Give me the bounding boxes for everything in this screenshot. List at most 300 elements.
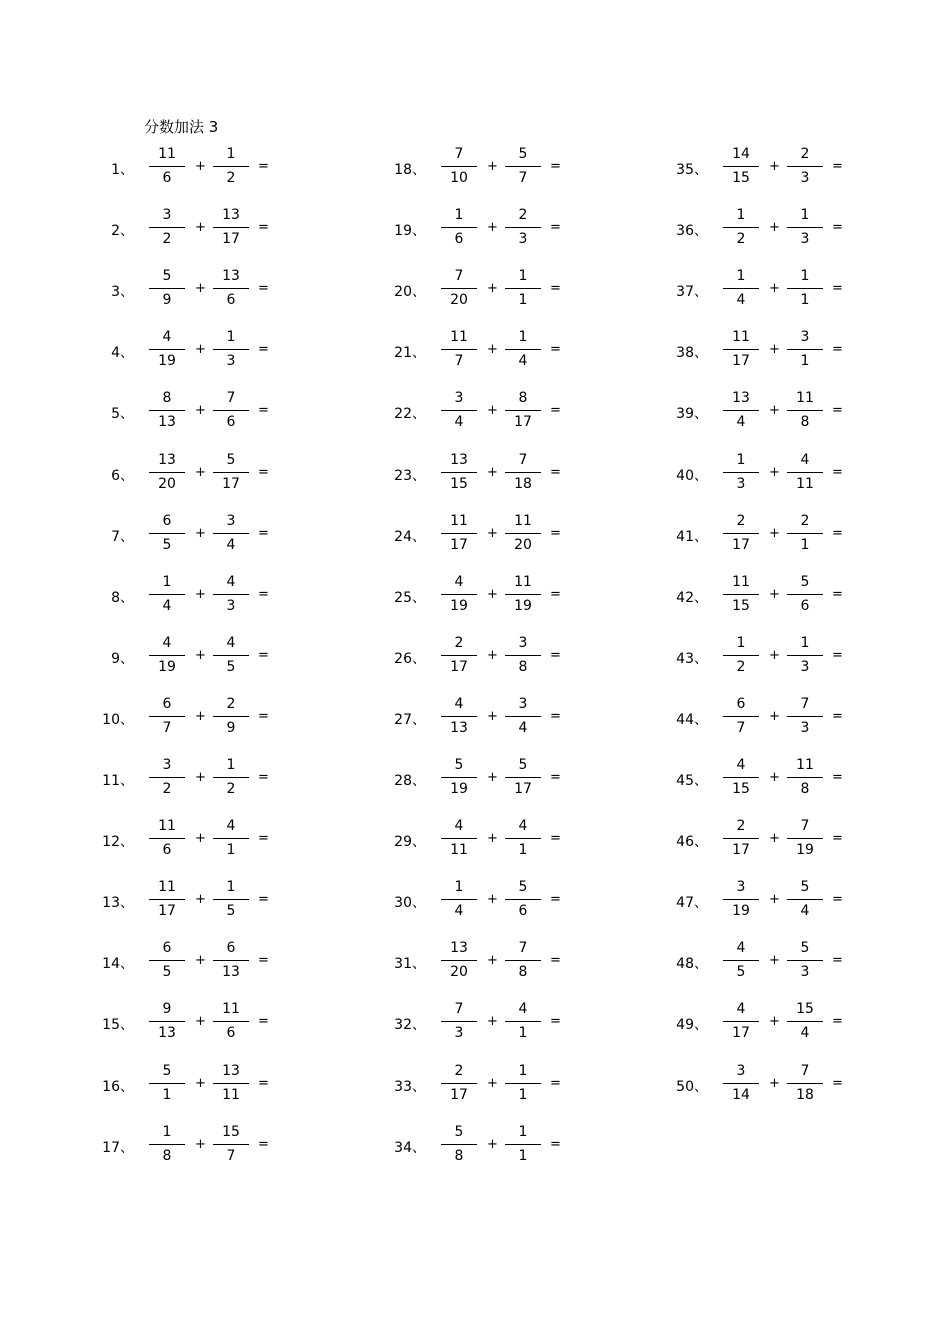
numerator: 4 [736,757,746,773]
numerator: 15 [796,1001,814,1018]
numerator: 1 [736,451,746,468]
fraction-a [441,1000,477,1046]
fraction-a [723,756,759,802]
fraction-b [213,1123,249,1169]
plus-sign: + [487,770,498,785]
fraction-b [213,389,249,435]
fraction-b [787,1062,823,1108]
problem-number: 31、 [394,956,426,973]
numerator: 7 [800,1062,810,1079]
equals-sign: = [832,281,843,297]
plus-sign: + [769,586,780,602]
plus-sign: + [487,892,498,908]
equals-sign: = [832,525,843,541]
fraction-b [505,756,541,802]
plus-sign: + [769,831,780,847]
problem-item [100,634,370,684]
equals-sign: = [832,1075,843,1091]
denominator: 20 [450,292,468,309]
plus-sign: + [487,647,498,663]
denominator: 9 [162,292,172,309]
fraction-bar [723,166,759,167]
plus-sign: + [487,831,498,847]
fraction-b [505,512,541,558]
denominator: 1 [226,842,236,859]
fraction-bar [149,1021,185,1022]
plus-sign: + [487,1136,498,1152]
denominator: 17 [732,353,750,370]
denominator: 17 [222,475,240,492]
numerator: 5 [518,879,528,896]
numerator: 6 [226,940,236,957]
fraction-a [441,634,477,680]
problem-number: 6、 [111,467,134,484]
equals-sign: = [258,892,269,908]
denominator: 19 [514,597,532,614]
numerator: 5 [800,573,810,590]
problem-item [392,878,662,928]
equals-sign: = [832,892,843,908]
denominator: 15 [450,475,468,492]
equals-sign: = [550,892,561,908]
fraction-b [213,512,249,558]
fraction-bar [441,288,477,289]
fraction-bar [787,777,823,778]
numerator: 5 [454,757,464,773]
problem-number: 11、 [102,773,134,789]
problem-item [100,1000,370,1050]
plus-sign: + [769,220,780,236]
numerator: 2 [226,695,236,712]
fraction-b [505,634,541,680]
numerator: 1 [736,207,746,224]
denominator: 17 [450,658,468,675]
numerator: 4 [736,940,746,957]
fraction-b [505,267,541,313]
numerator: 2 [736,512,746,529]
numerator: 5 [226,451,236,468]
equals-sign: = [550,1075,561,1091]
denominator: 2 [226,781,236,797]
denominator: 8 [800,781,810,797]
fraction-bar [149,410,185,411]
fraction-b [213,634,249,680]
numerator: 1 [226,329,236,346]
equals-sign: = [832,403,843,419]
fraction-b [787,512,823,558]
fraction-bar [149,533,185,534]
equals-sign: = [550,281,561,297]
fraction-a [149,939,185,985]
numerator: 13 [222,207,240,224]
problem-item [392,817,662,867]
numerator: 11 [158,146,176,162]
problem-number: 1、 [111,162,134,178]
fraction-bar [787,899,823,900]
numerator: 11 [514,573,532,590]
fraction-bar [213,349,249,350]
fraction-b [505,1123,541,1169]
equals-sign: = [258,586,269,602]
problem-item [674,267,944,317]
fraction-bar [213,227,249,228]
fraction-bar [787,960,823,961]
fraction-b [213,756,249,802]
problem-number: 23、 [394,467,426,484]
fraction-a [149,756,185,802]
fraction-bar [723,716,759,717]
denominator: 5 [226,658,236,675]
denominator: 1 [518,1025,528,1042]
plus-sign: + [195,464,206,480]
denominator: 6 [800,597,810,614]
fraction-a [149,145,185,191]
denominator: 11 [796,475,814,492]
numerator: 5 [162,268,172,285]
denominator: 13 [222,964,240,981]
fraction-a [441,389,477,435]
denominator: 4 [226,536,236,553]
fraction-bar [505,166,541,167]
problem-item [100,206,370,256]
denominator: 8 [518,964,528,981]
fraction-bar [723,594,759,595]
fraction-a [723,878,759,924]
denominator: 6 [518,903,528,920]
fraction-bar [213,472,249,473]
numerator: 3 [518,695,528,712]
equals-sign: = [550,831,561,847]
denominator: 5 [162,964,172,981]
numerator: 7 [454,1001,464,1018]
problem-item [392,573,662,623]
plus-sign: + [195,403,206,419]
equals-sign: = [258,953,269,969]
fraction-bar [787,349,823,350]
fraction-bar [505,1144,541,1145]
problem-number: 29、 [394,834,426,851]
denominator: 20 [514,536,532,553]
numerator: 1 [226,757,236,773]
fraction-bar [505,838,541,839]
denominator: 13 [158,1025,176,1042]
problem-item [392,267,662,317]
fraction-bar [149,166,185,167]
problem-number: 20、 [394,284,426,301]
denominator: 19 [158,353,176,370]
problem-item [100,695,370,745]
plus-sign: + [769,892,780,908]
fraction-bar [441,655,477,656]
problem-number: 4、 [111,345,134,362]
numerator: 2 [800,512,810,529]
denominator: 4 [454,903,464,920]
plus-sign: + [195,220,206,236]
numerator: 11 [514,512,532,529]
denominator: 3 [518,231,528,248]
plus-sign: + [769,525,780,541]
fraction-a [149,1000,185,1046]
numerator: 4 [518,818,528,835]
numerator: 7 [454,146,464,162]
plus-sign: + [487,281,498,297]
numerator: 7 [800,818,810,835]
fraction-a [441,267,477,313]
problem-number: 27、 [394,711,426,728]
numerator: 6 [736,695,746,712]
denominator: 2 [162,781,172,797]
equals-sign: = [550,342,561,358]
fraction-bar [149,288,185,289]
fraction-bar [787,1021,823,1022]
fraction-bar [505,227,541,228]
denominator: 17 [732,842,750,859]
denominator: 11 [450,842,468,859]
plus-sign: + [487,159,498,174]
fraction-bar [441,1021,477,1022]
fraction-a [723,817,759,863]
numerator: 8 [162,390,172,407]
equals-sign: = [258,647,269,663]
plus-sign: + [769,953,780,969]
numerator: 4 [454,818,464,835]
numerator: 13 [222,1062,240,1079]
problem-number: 36、 [676,223,708,240]
denominator: 7 [736,719,746,736]
problem-item [100,451,370,501]
denominator: 4 [454,414,464,431]
denominator: 10 [450,170,468,186]
fraction-bar [441,899,477,900]
problem-number: 25、 [394,589,426,606]
denominator: 1 [800,536,810,553]
fraction-b [505,328,541,374]
fraction-b [505,573,541,619]
problem-number: 34、 [394,1139,426,1156]
plus-sign: + [195,1014,206,1030]
problem-item [100,1123,370,1173]
fraction-b [213,817,249,863]
fraction-a [723,267,759,313]
fraction-bar [723,1021,759,1022]
problem-item [674,512,944,562]
equals-sign: = [258,525,269,541]
fraction-bar [723,533,759,534]
fraction-bar [441,716,477,717]
denominator: 17 [514,414,532,431]
fraction-bar [441,349,477,350]
problem-item [674,756,944,806]
numerator: 6 [162,512,172,529]
fraction-a [441,939,477,985]
problem-item [100,1062,370,1112]
plus-sign: + [195,770,206,785]
denominator: 7 [454,353,464,370]
problem-number: 24、 [394,528,426,545]
fraction-bar [505,960,541,961]
denominator: 17 [222,231,240,248]
denominator: 2 [736,658,746,675]
fraction-a [441,573,477,619]
denominator: 3 [800,719,810,736]
problem-item [392,206,662,256]
fraction-a [149,634,185,680]
numerator: 15 [222,1123,240,1140]
fraction-bar [441,1144,477,1145]
denominator: 3 [800,964,810,981]
problem-item [674,145,944,195]
numerator: 11 [222,1001,240,1018]
fraction-b [213,328,249,374]
numerator: 3 [800,329,810,346]
fraction-b [787,756,823,802]
equals-sign: = [550,1136,561,1152]
numerator: 1 [162,573,172,590]
problem-item [392,939,662,989]
equals-sign: = [832,1014,843,1030]
problem-item [100,328,370,378]
problem-number: 38、 [676,345,708,362]
fraction-a [723,145,759,191]
plus-sign: + [487,220,498,236]
equals-sign: = [258,464,269,480]
problem-item [674,328,944,378]
fraction-a [149,328,185,374]
problem-number: 43、 [676,650,708,667]
problem-number: 47、 [676,895,708,912]
fraction-a [723,1000,759,1046]
denominator: 6 [226,414,236,431]
numerator: 4 [800,451,810,468]
numerator: 5 [162,1062,172,1079]
numerator: 1 [800,634,810,651]
plus-sign: + [769,159,780,174]
equals-sign: = [258,1075,269,1091]
denominator: 6 [162,170,172,186]
problem-item [392,389,662,439]
fraction-b [787,878,823,924]
problem-number: 49、 [676,1017,708,1034]
fraction-a [723,328,759,374]
equals-sign: = [550,403,561,419]
numerator: 5 [518,146,528,162]
problem-item [674,389,944,439]
numerator: 13 [158,451,176,468]
denominator: 20 [450,964,468,981]
fraction-b [213,695,249,741]
problem-number: 13、 [102,895,134,912]
fraction-a [441,1062,477,1108]
fraction-b [787,573,823,619]
denominator: 2 [736,231,746,248]
problem-item [674,451,944,501]
fraction-b [213,206,249,252]
problem-item [392,451,662,501]
denominator: 2 [226,170,236,186]
denominator: 6 [226,1025,236,1042]
fraction-a [723,573,759,619]
denominator: 6 [454,231,464,248]
fraction-b [505,1062,541,1108]
problem-number: 50、 [676,1078,708,1095]
fraction-a [149,817,185,863]
plus-sign: + [487,708,498,724]
equals-sign: = [258,342,269,358]
denominator: 4 [800,903,810,920]
fraction-bar [787,166,823,167]
denominator: 3 [226,353,236,370]
fraction-b [787,939,823,985]
fraction-a [441,145,477,191]
problem-item [674,206,944,256]
fraction-bar [723,655,759,656]
denominator: 5 [736,964,746,981]
problem-number: 48、 [676,956,708,973]
denominator: 4 [736,414,746,431]
numerator: 5 [454,1123,464,1140]
plus-sign: + [195,586,206,602]
problem-item [674,1062,944,1112]
fraction-b [213,451,249,497]
fraction-bar [723,777,759,778]
fraction-b [213,1062,249,1108]
numerator: 4 [518,1001,528,1018]
denominator: 3 [800,658,810,675]
denominator: 19 [796,842,814,859]
fraction-a [723,451,759,497]
fraction-a [149,389,185,435]
fraction-bar [149,838,185,839]
problem-number: 3、 [111,284,134,301]
numerator: 11 [158,879,176,896]
fraction-b [213,1000,249,1046]
problem-item [100,389,370,439]
denominator: 2 [162,231,172,248]
fraction-bar [723,288,759,289]
fraction-b [787,145,823,191]
denominator: 3 [454,1025,464,1042]
fraction-bar [213,594,249,595]
numerator: 7 [454,268,464,285]
fraction-a [149,267,185,313]
fraction-a [723,695,759,741]
fraction-bar [723,410,759,411]
denominator: 17 [450,1086,468,1103]
fraction-bar [723,960,759,961]
fraction-bar [505,533,541,534]
problem-number: 35、 [676,162,708,178]
fraction-a [149,512,185,558]
fraction-b [505,878,541,924]
numerator: 1 [454,207,464,224]
fraction-bar [787,227,823,228]
problem-number: 32、 [394,1017,426,1034]
equals-sign: = [258,220,269,236]
fraction-b [505,817,541,863]
plus-sign: + [195,953,206,969]
fraction-a [149,451,185,497]
fraction-bar [787,838,823,839]
denominator: 8 [454,1147,464,1164]
fraction-a [441,206,477,252]
fraction-a [149,1062,185,1108]
fraction-b [505,451,541,497]
worksheet-title: 分数加法 3 [144,118,219,136]
numerator: 2 [518,207,528,224]
numerator: 13 [450,940,468,957]
fraction-a [723,939,759,985]
fraction-bar [441,777,477,778]
